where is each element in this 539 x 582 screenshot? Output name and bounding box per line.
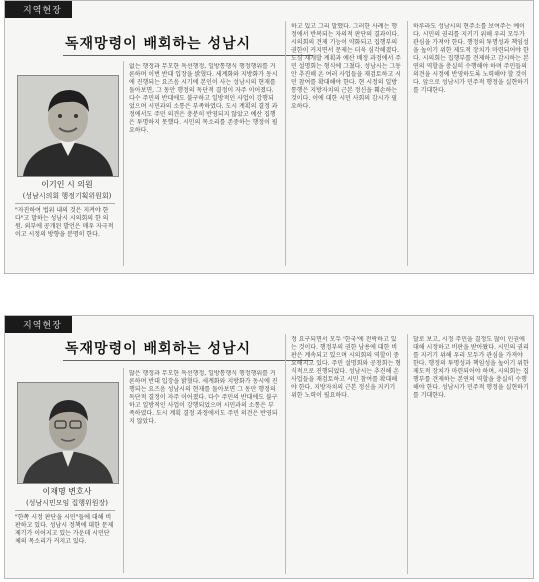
portrait-photo xyxy=(17,382,119,484)
person-role: (성남시의회 행정기획위원회) xyxy=(22,192,112,200)
column-divider xyxy=(285,21,286,266)
news-clipping-1 xyxy=(4,0,534,274)
section-tag: 지역현장 xyxy=(5,1,72,18)
article-column-4: 달로 보고, 시정 주민을 결정도 많이 인권에 대해 시정하고 비판을 받아왔다. 시민의 권리를 지키기 위해 우리 모두가 관심을 가져야 한다. 행정의 투명성과 책임성을 높이기 위한 제도적 장치가 마련되어야 하며, 시의회는 집행부를 견제하는 본연의 역할을 충실히 수행해야 한다. 성남시가 민주적 행정을 실현하기를 기대한다. xyxy=(413,336,529,399)
headline: 독재망령이 배회하는 성남시 xyxy=(65,36,252,52)
article-column-4: 하루라도 성남시의 현주소를 보여주는 예이다. 시민의 권리를 지키기 위해 우리 모두가 관심을 가져야 한다. 행정의 투명성과 책임성을 높이기 위한 제도적 장치가 마련되어야 한다. 시의회는 집행부를 견제하고 감시하는 본연의 역할을 충실히 수행해야 하며 주민들의 의견을 시정에 반영하도록 노력해야 할 것이다. 앞으로 성남시가 민주적 행정을 실현하기를 기대한다. xyxy=(413,23,529,94)
news-clipping-2 xyxy=(4,315,534,579)
headline-rule xyxy=(63,360,313,361)
pull-quote: "한쪽 시정 판단을 시민"들에 대해 비판하고 있다. 성남시 정책에 대한 문제 제기가 이어지고 있는 가운데 시민단체의 목소리가 커지고 있다. xyxy=(15,510,115,576)
column-divider xyxy=(285,334,286,574)
article-column-2: 없는 행정과 무모한 독선행정, 일방통행식 행정행위를 거론하며 이번 반대 입장을 밝혔다. 세계화와 지방화가 동시에 진행되는 요즈음 시기에 본인이 사는 성남시의 현재를 돌아보면, 그 동안 행정의 독단적 결정이 자주 이어졌다. 다수 주민의 반대에도 불구하고 일방적인 사업이 강행되었으며 시민과의 소통은 부족하였다. 도시 계획의 결정 과정에서도 주민 의견은 충분히 반영되지 않았고 예산 집행은 투명하지 못했다. 시민의 목소리를 존중하는 행정이 필요하다. xyxy=(129,63,278,134)
column-divider xyxy=(407,334,408,574)
portrait-photo xyxy=(17,75,119,177)
column-divider xyxy=(123,368,124,573)
column-divider xyxy=(407,21,408,266)
article-column-2: 많은 행정과 무모한 독선행정, 일방통행식 행정행위를 거론하며 반대 입장을 밝혔다. 세계화와 지방화가 동시에 진행되는 요즈음 성남시의 현재를 돌아보면 그 동안 행정의 독단적 결정이 자주 이어졌다. 다수 주민의 반대에도 불구하고 일방적인 사업이 강행되었으며 시민과의 소통은 부족하였다. 도시 계획 결정 과정에서도 주민 의견은 반영되지 않았다. xyxy=(129,370,278,425)
person-portrait-icon xyxy=(18,383,118,483)
pull-quote: "자진하여 법위 내의 것은 지켜야 한다"고 말하는 성남시 시의회의 한 의원. 외부에 공개된 발언은 매우 자극적이고 시정의 방향을 분명히 한다. xyxy=(15,203,115,271)
headline-rule xyxy=(63,55,313,56)
person-portrait-icon xyxy=(18,76,118,176)
column-divider xyxy=(123,61,124,266)
person-name: 이재명 변호사 xyxy=(42,487,92,496)
person-role: (성남시민모임 집행위원장) xyxy=(25,499,109,507)
person-name: 이기인 시 의원 xyxy=(41,180,93,189)
article-column-3: 정 요구되면서 모두 '한국'에 전락하고 있는 것이다. 행정부의 권한 남용에 대한 비판은 계속되고 있으며 시의회의 역할이 중요해지고 있다. 주민 설명회와 공청회는 형식적으로 진행되었다. 성남시는 추진해 온 사업들을 재검토하고 시민 참여를 확대해야 한다. 지방자치의 근본 정신을 지키기 위한 노력이 필요하다. xyxy=(291,336,401,399)
headline: 독재망령이 배회하는 성남시 xyxy=(65,341,252,357)
article-column-3: 하고 있고 그리 말했다. 그러한 사례는 행정에서 반복되는 자의적 판단의 결과이다. 시의회의 견제 기능이 약화되고 집행부의 권한이 커지면서 문제는 더욱 심각해졌다. 도심 재개발 계획과 예산 배정 과정에서 주민 설명회는 형식에 그쳤다. 성남시는 그동안 추진해 온 여러 사업들을 재검토하고 시민 참여를 확대해야 한다. 현 시정의 일방통행은 지방자치의 근본 정신을 훼손하는 것이다. 이에 대한 시민 사회의 감시가 필요하다. xyxy=(291,23,401,110)
section-tag: 지역현장 xyxy=(5,316,72,333)
